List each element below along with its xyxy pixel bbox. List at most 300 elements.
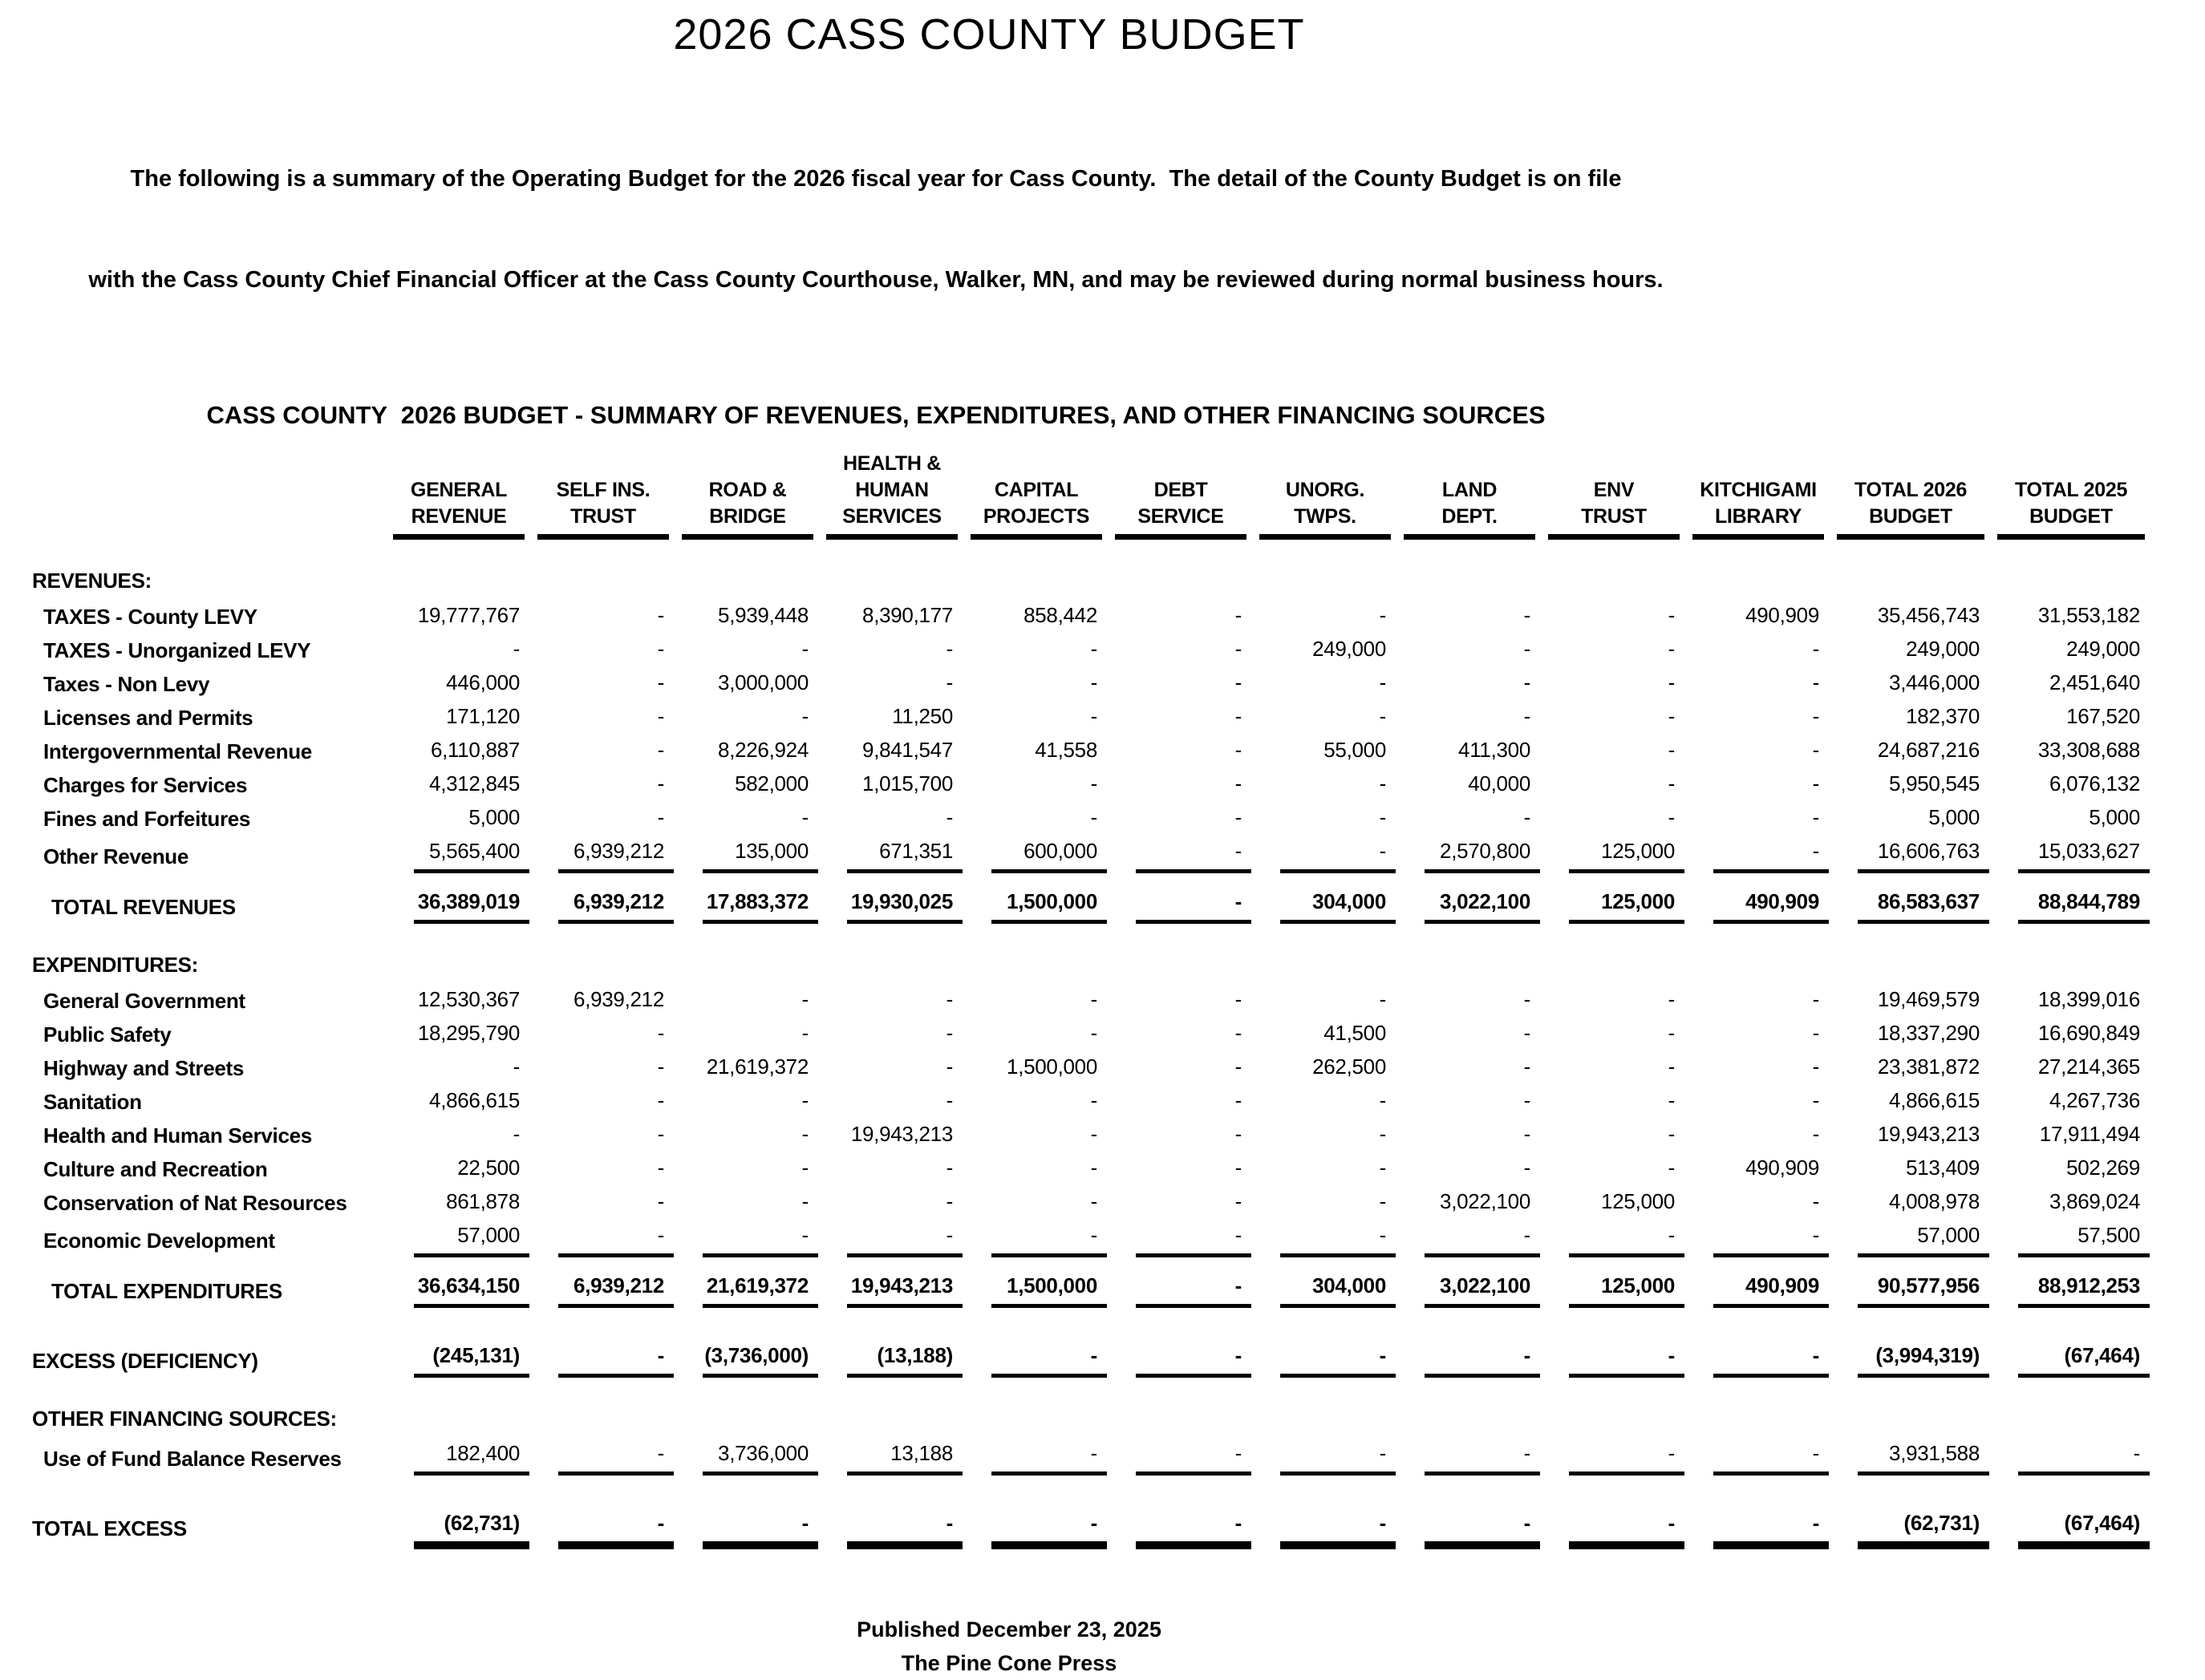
- value-cell: [963, 667, 1107, 701]
- cell-value: 35,456,743: [1877, 603, 1980, 627]
- table-row: [32, 1152, 2150, 1186]
- value-cell: [1540, 802, 1684, 836]
- cell-value: (67,464): [2018, 1340, 2150, 1378]
- column-header-line: DEBT: [1153, 479, 1208, 501]
- value-cell: [1829, 836, 1989, 873]
- value-cell: [1251, 634, 1396, 667]
- value-cell: [1989, 1051, 2150, 1085]
- cell-value: 4,267,736: [2049, 1088, 2140, 1112]
- row-label: Public Safety: [43, 1022, 172, 1046]
- value-cell: [1684, 768, 1829, 802]
- value-cell: [1684, 836, 1829, 873]
- cell-value: 16,606,763: [1858, 836, 1989, 873]
- cell-value: -: [2018, 1438, 2150, 1476]
- cell-value: -: [1812, 670, 1819, 694]
- row-label: TOTAL EXCESS: [32, 1516, 187, 1540]
- cell-value: -: [1668, 1156, 1675, 1180]
- cell-value: (62,731): [414, 1508, 529, 1545]
- value-cell: [1989, 984, 2150, 1018]
- value-cell: [385, 701, 529, 735]
- cell-value: -: [801, 704, 809, 728]
- value-cell: [1396, 1186, 1540, 1220]
- cell-value: 4,866,615: [1889, 1088, 1980, 1112]
- value-cell: [1251, 600, 1396, 634]
- value-cell: [1396, 836, 1540, 873]
- cell-value: -: [1812, 987, 1819, 1011]
- cell-value: 33,308,688: [2037, 738, 2140, 762]
- cell-value: -: [558, 1508, 674, 1545]
- budget-table: [32, 451, 2150, 1545]
- cell-value: -: [1090, 637, 1097, 661]
- value-cell: [674, 735, 818, 768]
- cell-value: 24,687,216: [1877, 738, 1980, 762]
- cell-value: -: [1812, 1189, 1819, 1213]
- cell-value: 27,214,365: [2037, 1055, 2140, 1079]
- value-cell: [674, 1438, 818, 1476]
- table-row: [32, 1085, 2150, 1119]
- value-cell: [529, 1051, 674, 1085]
- cell-value: -: [1569, 1220, 1684, 1257]
- cell-value: -: [1812, 1122, 1819, 1146]
- cell-value: 2,451,640: [2049, 670, 2140, 694]
- value-cell: [529, 802, 674, 836]
- value-cell: [1829, 1308, 1989, 1378]
- value-cell: [1396, 667, 1540, 701]
- value-cell: [1684, 667, 1829, 701]
- cell-value: 5,000: [468, 805, 520, 829]
- value-cell: [1396, 802, 1540, 836]
- column-header-line: SERVICE: [1137, 505, 1224, 528]
- value-cell: [1107, 1257, 1251, 1308]
- value-cell: [529, 667, 674, 701]
- cell-value: 23,381,872: [1877, 1055, 1980, 1079]
- cell-value: -: [1234, 1055, 1242, 1079]
- value-cell: [1107, 634, 1251, 667]
- column-header-line: TOTAL 2025: [2014, 479, 2128, 501]
- cell-value: -: [1379, 1088, 1386, 1112]
- cell-value: 3,869,024: [2049, 1189, 2140, 1213]
- column-header-line: SELF INS.: [556, 479, 651, 501]
- cell-value: 490,909: [1713, 1270, 1829, 1308]
- value-cell: [1684, 984, 1829, 1018]
- value-cell: [1684, 1018, 1829, 1051]
- value-cell: [818, 1308, 963, 1378]
- value-cell: [1540, 1308, 1684, 1378]
- value-cell: [963, 984, 1107, 1018]
- value-cell: [1251, 873, 1396, 924]
- value-cell: [818, 984, 963, 1018]
- value-cell: [1540, 1051, 1684, 1085]
- table-row: [32, 1051, 2150, 1085]
- column-header: [385, 451, 529, 540]
- column-header-line: TWPS.: [1294, 505, 1356, 528]
- column-header: [818, 451, 963, 540]
- cell-value: 1,015,700: [862, 771, 953, 795]
- value-cell: [1829, 768, 1989, 802]
- value-cell: [1107, 768, 1251, 802]
- table-row: [32, 984, 2150, 1018]
- corner-cell: [32, 451, 385, 540]
- column-header-line: TRUST: [570, 505, 636, 528]
- value-cell: [1251, 1186, 1396, 1220]
- row-label: Economic Development: [43, 1229, 275, 1253]
- cell-value: 36,634,150: [414, 1270, 529, 1308]
- value-cell: [385, 1257, 529, 1308]
- value-cell: [1684, 1220, 1829, 1257]
- cell-value: -: [1668, 738, 1675, 762]
- cell-value: -: [1668, 1122, 1675, 1146]
- value-cell: [1829, 701, 1989, 735]
- cell-value: 502,269: [2066, 1156, 2140, 1180]
- value-cell: [1540, 1438, 1684, 1476]
- cell-value: -: [801, 637, 809, 661]
- column-header-line: TOTAL 2026: [1854, 479, 1968, 501]
- column-header-line: TRUST: [1581, 505, 1647, 528]
- cell-value: -: [1136, 1220, 1251, 1257]
- cell-value: -: [1812, 771, 1819, 795]
- value-cell: [818, 1152, 963, 1186]
- value-cell: [674, 802, 818, 836]
- cell-value: -: [1379, 987, 1386, 1011]
- value-cell: [1540, 1220, 1684, 1257]
- cell-value: 5,939,448: [718, 603, 809, 627]
- value-cell: [529, 768, 674, 802]
- value-cell: [1251, 1018, 1396, 1051]
- value-cell: [1251, 984, 1396, 1018]
- value-cell: [385, 735, 529, 768]
- cell-value: -: [1136, 1270, 1251, 1308]
- cell-value: -: [1379, 1156, 1386, 1180]
- column-header-line: BUDGET: [1869, 505, 1952, 528]
- column-header: [1684, 451, 1829, 540]
- value-cell: [529, 600, 674, 634]
- cell-value: 5,565,400: [414, 836, 529, 873]
- value-cell: [385, 873, 529, 924]
- cell-value: -: [1668, 603, 1675, 627]
- cell-value: 167,520: [2066, 704, 2140, 728]
- cell-value: -: [1090, 704, 1097, 728]
- value-cell: [1396, 600, 1540, 634]
- value-cell: [385, 984, 529, 1018]
- column-header-label: [1115, 477, 1246, 540]
- value-cell: [1396, 1438, 1540, 1476]
- value-cell: [674, 1186, 818, 1220]
- cell-value: 15,033,627: [2018, 836, 2150, 873]
- cell-value: -: [1812, 1055, 1819, 1079]
- value-cell: [1251, 1152, 1396, 1186]
- cell-value: -: [513, 1055, 520, 1079]
- cell-value: 5,000: [2089, 805, 2140, 829]
- column-header: [674, 451, 818, 540]
- cell-value: 90,577,956: [1858, 1270, 1989, 1308]
- value-cell: [818, 836, 963, 873]
- cell-value: -: [1668, 670, 1675, 694]
- value-cell: [1251, 802, 1396, 836]
- cell-value: 6,076,132: [2049, 771, 2140, 795]
- value-cell: [1989, 1220, 2150, 1257]
- cell-value: -: [1523, 603, 1530, 627]
- value-cell: [529, 1308, 674, 1378]
- table-row: [32, 836, 2150, 873]
- cell-value: -: [1234, 805, 1242, 829]
- value-cell: [963, 1476, 1107, 1545]
- value-cell: [1684, 735, 1829, 768]
- value-cell: [1684, 1152, 1829, 1186]
- table-row: [32, 1119, 2150, 1152]
- value-cell: [1540, 984, 1684, 1018]
- cell-value: -: [657, 1189, 664, 1213]
- cell-value: -: [558, 1340, 674, 1378]
- cell-value: 171,120: [446, 704, 520, 728]
- value-cell: [1396, 1051, 1540, 1085]
- value-cell: [963, 802, 1107, 836]
- section-header-row: [32, 540, 2150, 600]
- cell-value: -: [1523, 637, 1530, 661]
- row-label: Conservation of Nat Resources: [43, 1191, 347, 1215]
- value-cell: [1829, 1119, 1989, 1152]
- table-row: [32, 768, 2150, 802]
- cell-value: -: [1090, 1088, 1097, 1112]
- cell-value: -: [1812, 805, 1819, 829]
- summary-heading: CASS COUNTY 2026 BUDGET - SUMMARY OF REVENUES, EXPENDITURES, AND OTHER FINANCING SOURCES: [206, 401, 1546, 429]
- cell-value: -: [1234, 1122, 1242, 1146]
- cell-value: 249,000: [1906, 637, 1980, 661]
- value-cell: [1396, 735, 1540, 768]
- value-cell: [1107, 1119, 1251, 1152]
- cell-value: -: [1234, 987, 1242, 1011]
- cell-value: 13,188: [847, 1438, 963, 1476]
- value-cell: [385, 634, 529, 667]
- value-cell: [818, 634, 963, 667]
- value-cell: [1540, 634, 1684, 667]
- value-cell: [674, 1257, 818, 1308]
- cell-value: 6,939,212: [574, 987, 664, 1011]
- value-cell: [1107, 873, 1251, 924]
- cell-value: -: [1234, 1021, 1242, 1045]
- value-cell: [1396, 701, 1540, 735]
- cell-value: -: [801, 1189, 809, 1213]
- cell-value: -: [1425, 1220, 1540, 1257]
- value-cell: [674, 836, 818, 873]
- row-label: TOTAL REVENUES: [51, 895, 236, 919]
- value-cell: [818, 768, 963, 802]
- cell-value: -: [1713, 836, 1829, 873]
- value-cell: [1989, 768, 2150, 802]
- cell-value: 3,446,000: [1889, 670, 1980, 694]
- cell-value: 55,000: [1323, 738, 1386, 762]
- value-cell: [1989, 1438, 2150, 1476]
- cell-value: -: [1090, 1156, 1097, 1180]
- value-cell: [1396, 1308, 1540, 1378]
- cell-value: -: [991, 1438, 1107, 1476]
- value-cell: [1396, 1018, 1540, 1051]
- value-cell: [963, 1152, 1107, 1186]
- row-label: General Government: [43, 989, 245, 1013]
- cell-value: 18,295,790: [417, 1021, 520, 1045]
- value-cell: [1251, 701, 1396, 735]
- value-cell: [963, 1186, 1107, 1220]
- value-cell: [1107, 1186, 1251, 1220]
- cell-value: 490,909: [1713, 886, 1829, 924]
- table-row: [32, 1308, 2150, 1378]
- value-cell: [1989, 667, 2150, 701]
- cell-value: -: [1569, 1340, 1684, 1378]
- cell-value: -: [991, 1508, 1107, 1545]
- value-cell: [1684, 1257, 1829, 1308]
- value-cell: [1396, 1119, 1540, 1152]
- row-label: Intergovernmental Revenue: [43, 739, 312, 763]
- cell-value: 249,000: [1312, 637, 1386, 661]
- value-cell: [385, 1308, 529, 1378]
- cell-value: 18,399,016: [2037, 987, 2140, 1011]
- value-cell: [963, 600, 1107, 634]
- cell-value: -: [1280, 1340, 1396, 1378]
- value-cell: [963, 1051, 1107, 1085]
- cell-value: 249,000: [2066, 637, 2140, 661]
- cell-value: -: [801, 1156, 809, 1180]
- cell-value: -: [1523, 1156, 1530, 1180]
- table-row: [32, 667, 2150, 701]
- value-cell: [1107, 600, 1251, 634]
- column-header: [1396, 451, 1540, 540]
- column-header-label: [393, 477, 525, 540]
- value-cell: [529, 1085, 674, 1119]
- value-cell: [818, 1476, 963, 1545]
- column-header-label: [537, 477, 669, 540]
- value-cell: [1540, 735, 1684, 768]
- column-header-line: DEPT.: [1441, 505, 1498, 528]
- cell-value: 3,022,100: [1425, 886, 1540, 924]
- cell-value: 86,583,637: [1858, 886, 1989, 924]
- value-cell: [385, 802, 529, 836]
- value-cell: [1829, 1438, 1989, 1476]
- value-cell: [1540, 1152, 1684, 1186]
- value-cell: [1684, 1051, 1829, 1085]
- value-cell: [385, 1438, 529, 1476]
- cell-value: -: [847, 1220, 963, 1257]
- cell-value: -: [946, 1055, 953, 1079]
- column-header-line: CAPITAL: [994, 479, 1079, 501]
- value-cell: [818, 1186, 963, 1220]
- value-cell: [529, 1220, 674, 1257]
- value-cell: [1540, 1018, 1684, 1051]
- row-label: TAXES - County LEVY: [43, 605, 257, 629]
- cell-value: -: [1136, 836, 1251, 873]
- value-cell: [1251, 735, 1396, 768]
- cell-value: 31,553,182: [2037, 603, 2140, 627]
- value-cell: [963, 873, 1107, 924]
- cell-value: 861,878: [446, 1189, 520, 1213]
- cell-value: 6,939,212: [558, 1270, 674, 1308]
- cell-value: -: [801, 1122, 809, 1146]
- cell-value: 304,000: [1280, 886, 1396, 924]
- value-cell: [1107, 1220, 1251, 1257]
- value-cell: [1829, 634, 1989, 667]
- cell-value: -: [1136, 1438, 1251, 1476]
- table-row: [32, 1257, 2150, 1308]
- cell-value: -: [946, 987, 953, 1011]
- cell-value: -: [1523, 704, 1530, 728]
- cell-value: -: [1668, 1088, 1675, 1112]
- value-cell: [1684, 1186, 1829, 1220]
- cell-value: -: [1523, 1055, 1530, 1079]
- cell-value: -: [657, 637, 664, 661]
- budget-table-body: [32, 540, 2150, 1545]
- column-header: [963, 451, 1107, 540]
- cell-value: 4,866,615: [429, 1088, 520, 1112]
- intro-line-1: The following is a summary of the Operating Budget for the 2026 fiscal year for Cass County. The detail of the County Budget is on file: [130, 166, 1622, 192]
- cell-value: 262,500: [1312, 1055, 1386, 1079]
- row-label: Highway and Streets: [43, 1056, 245, 1080]
- cell-value: -: [1280, 1220, 1396, 1257]
- press-line: The Pine Cone Press: [901, 1651, 1117, 1675]
- intro-line-2: with the Cass County Chief Financial Officer at the Cass County Courthouse, Walker, MN, and may be reviewed during normal business hours.: [88, 267, 1664, 293]
- value-cell: [674, 634, 818, 667]
- cell-value: -: [558, 1438, 674, 1476]
- cell-value: -: [1425, 1508, 1540, 1545]
- column-header-line: LAND: [1441, 479, 1498, 501]
- value-cell: [1251, 1476, 1396, 1545]
- cell-value: 1,500,000: [991, 886, 1107, 924]
- cell-value: -: [1234, 738, 1242, 762]
- cell-value: -: [1812, 738, 1819, 762]
- cell-value: -: [1713, 1508, 1829, 1545]
- cell-value: 6,939,212: [558, 836, 674, 873]
- value-cell: [818, 701, 963, 735]
- cell-value: 12,530,367: [417, 987, 520, 1011]
- cell-value: 446,000: [446, 670, 520, 694]
- column-header-label: [682, 477, 813, 540]
- cell-value: -: [657, 670, 664, 694]
- value-cell: [529, 1186, 674, 1220]
- cell-value: 3,022,100: [1440, 1189, 1530, 1213]
- budget-table-head: [32, 451, 2150, 540]
- section-header-row: [32, 924, 2150, 984]
- value-cell: [1829, 1085, 1989, 1119]
- cell-value: -: [1425, 1340, 1540, 1378]
- row-label: Other Revenue: [43, 844, 189, 868]
- value-cell: [1251, 1051, 1396, 1085]
- cell-value: 182,370: [1906, 704, 1980, 728]
- cell-value: 57,500: [2018, 1220, 2150, 1257]
- cell-value: 19,943,213: [847, 1270, 963, 1308]
- value-cell: [818, 1438, 963, 1476]
- value-cell: [1540, 1476, 1684, 1545]
- value-cell: [1989, 1476, 2150, 1545]
- cell-value: 8,226,924: [718, 738, 809, 762]
- cell-value: -: [1136, 886, 1251, 924]
- value-cell: [1684, 1438, 1829, 1476]
- value-cell: [1107, 735, 1251, 768]
- value-cell: [1540, 873, 1684, 924]
- column-header-label: [1259, 477, 1391, 540]
- table-row: [32, 873, 2150, 924]
- cell-value: -: [657, 805, 664, 829]
- row-label: Culture and Recreation: [43, 1157, 268, 1181]
- cell-value: 6,110,887: [430, 738, 520, 762]
- column-header-line: GENERAL: [410, 479, 508, 501]
- cell-value: 18,337,290: [1877, 1021, 1980, 1045]
- value-cell: [1396, 634, 1540, 667]
- value-cell: [1107, 1308, 1251, 1378]
- cell-value: 21,619,372: [706, 1055, 809, 1079]
- value-cell: [963, 1220, 1107, 1257]
- value-cell: [818, 735, 963, 768]
- cell-value: -: [657, 1088, 664, 1112]
- cell-value: -: [1090, 670, 1097, 694]
- value-cell: [963, 1119, 1107, 1152]
- cell-value: -: [1234, 1088, 1242, 1112]
